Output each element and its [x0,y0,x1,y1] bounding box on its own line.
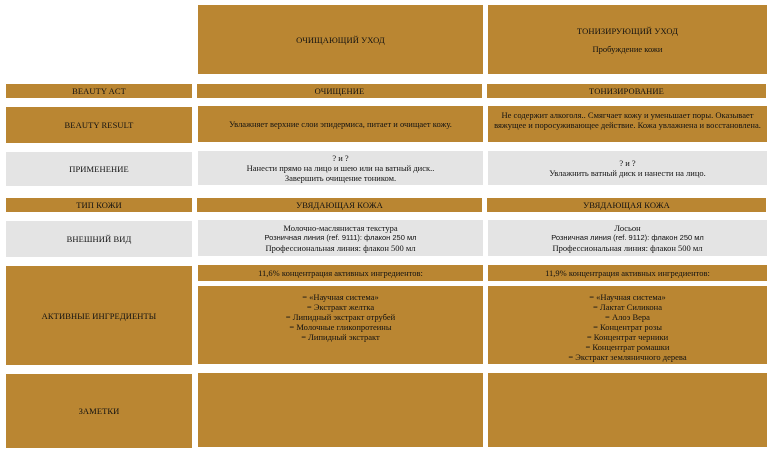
row-beauty-result-col1: Увлажняет верхние слои эпидермиса, питает и очищает кожу. [196,106,483,144]
list-item: = Молочные гликопротеины [289,322,392,332]
row-active-ingredients-label: АКТИВНЫЕ ИНГРЕДИЕНТЫ [5,265,193,366]
header-col2 [486,5,767,76]
list-item: = Экстракт земляничного дерева [568,352,687,362]
header-col2-title: ТОНИЗИРУЮЩИЙ УХОД [576,25,679,36]
list-item: = «Научная система» [589,292,666,302]
row-beauty-result-col2: Не содержит алкоголя.. Смягчает кожу и уменьшает поры. Оказывает вяжущее и поросуживающее действие. Кожа увлажнена и восстановлена. [486,106,767,144]
row-application-col2: ? и ? Увлажнить ватный диск и нанести на лицо. [486,151,767,187]
list-item: = Концентрат ромашки [585,342,670,352]
row-appearance-col1: Молочно-маслянистая текстура Розничная линия (ref. 9111): флакон 250 мл Профессиональная линия: флакон 500 мл [196,220,483,258]
list-item: = «Научная система» [302,292,379,302]
header-col1-title: ОЧИЩАЮЩИЙ УХОД [296,34,385,45]
list-item: = Липидный экстракт [301,332,380,342]
list-item: = Концентрат черники [586,332,669,342]
row-skin-type-label: ТИП КОЖИ [5,197,193,213]
row-active-ingredients-col1-list [196,286,483,366]
row-active-ingredients-col2-list [486,286,767,366]
header-col1 [196,5,483,76]
header-col2-subtitle: Пробуждение кожи [592,43,663,54]
list-item: = Экстракт желтка [306,302,375,312]
row-beauty-act-col2: ТОНИЗИРОВАНИЕ [486,83,767,99]
list-item: = Алоэ Вера [605,312,650,322]
list-item: = Концентрат розы [593,322,662,332]
row-application-label: ПРИМЕНЕНИЕ [5,151,193,187]
list-item: = Лактат Силикона [593,302,662,312]
list-item: = Липидный экстракт отрубей [285,312,396,322]
row-beauty-act-label: BEAUTY ACT [5,83,193,99]
row-appearance-col2: Лосьон Розничная линия (ref. 9112): флакон 250 мл Профессиональная линия: флакон 500 мл [486,220,767,258]
row-active-ingredients-col2-concentration: 11,9% концентрация активных ингредиентов: [486,265,767,283]
row-skin-type-col2: УВЯДАЮЩАЯ КОЖА [486,197,767,213]
row-notes-col1 [196,373,483,449]
row-skin-type-col1: УВЯДАЮЩАЯ КОЖА [196,197,483,213]
row-beauty-act-col1: ОЧИЩЕНИЕ [196,83,483,99]
row-appearance-label: ВНЕШНИЙ ВИД [5,220,193,258]
row-notes-label: ЗАМЕТКИ [5,373,193,449]
row-application-col1: ? и ? Нанести прямо на лицо и шею или на ватный диск.. Завершить очищение тоником. [196,151,483,187]
row-beauty-result-label: BEAUTY RESULT [5,106,193,144]
row-active-ingredients-col1-concentration: 11,6% концентрация активных ингредиентов: [196,265,483,283]
row-notes-col2 [486,373,767,449]
